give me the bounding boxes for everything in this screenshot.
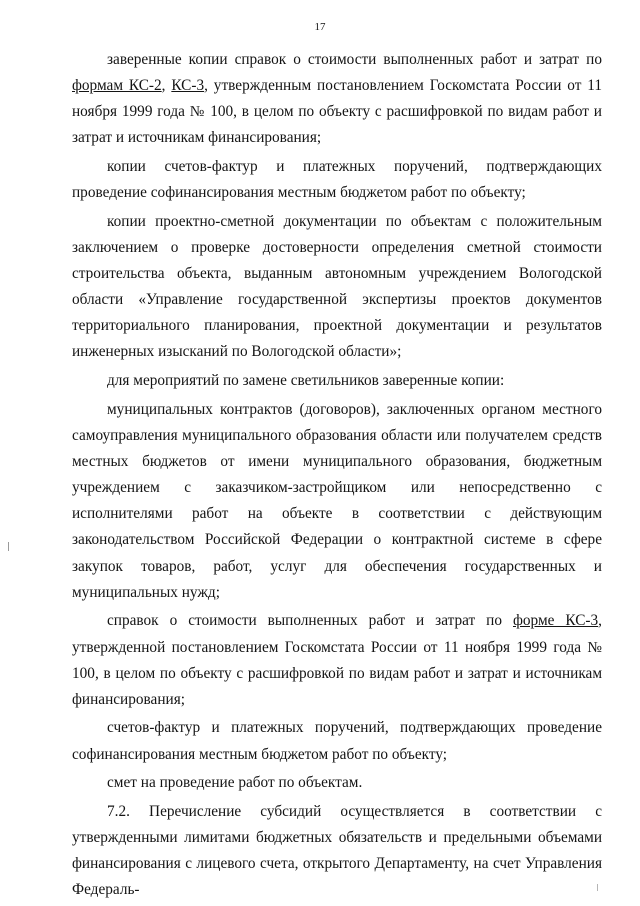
form-reference-link[interactable]: КС-3 — [171, 77, 205, 95]
paragraph-text: копии проектно-сметной документации по объектам с положительным заключением о проверке достоверности определения сметной стоимости строительства объекта, выданным автономным учреждением Вологодской области «Управление государственной экспертизы проектов документов территориального планирования, проектной документации и результатов инженерных изысканий по Вологодской области»; — [72, 212, 602, 361]
paragraph-text: счетов-фактур и платежных поручений, подтверждающих проведение софинансирования местным бюджетом работ по объекту; — [72, 719, 602, 763]
paragraph-ks3-certificates — [72, 608, 602, 712]
paragraph-text: , утвержденной постановлением Госкомстата России от 11 ноября 1999 года № 100, в целом по объекту с расшифровкой по видам работ и затрат и источникам финансирования; — [72, 612, 602, 708]
paragraph-certified-copies-ks — [72, 47, 602, 151]
paragraph-text: заверенные копии справок о стоимости выполненных работ и затрат по — [107, 51, 602, 68]
paragraph-municipal-contracts — [72, 397, 602, 606]
scan-artifact — [8, 542, 9, 551]
paragraph-work-estimates — [72, 770, 602, 796]
form-reference-link[interactable]: форме КС-3 — [512, 612, 599, 630]
paragraph-invoice-copies — [72, 154, 602, 206]
paragraph-text: справок о стоимости выполненных работ и затрат по — [107, 612, 513, 630]
page-number: 17 — [314, 21, 326, 33]
paragraph-text: смет на проведение работ по объектам. — [107, 774, 363, 792]
paragraph-text: 7.2. Перечисление субсидий осуществляется в соответствии с утвержденными лимитами бюджетных обязательств и предельными объемами финансирования с лицевого счета, открытого Департаменту, на счет Управления Федераль- — [72, 803, 602, 899]
scan-artifact — [597, 884, 598, 891]
paragraph-text: , — [161, 77, 172, 95]
form-reference-link[interactable]: формам КС-2 — [72, 77, 162, 95]
paragraph-text: муниципальных контрактов (договоров), заключенных органом местного самоуправления муниципального образования области или получателем средств местных бюджетов от имени муниципального образования, бюджетным учреждением с заказчиком-застройщиком или непосредственно с исполнителями работ на объекте в соответствии с действующим законодательством Российской Федерации о контрактной системе в сфере закупок товаров, работ, услуг для обеспечения государственных и муниципальных нужд; — [72, 400, 602, 601]
paragraph-subsidy-transfer — [72, 799, 602, 903]
paragraph-text: , утвержденным постановлением Госкомстата России от 11 ноября 1999 года № 100, в целом по объекту с расшифровкой по видам работ и затрат и источникам финансирования; — [72, 77, 602, 147]
paragraph-design-estimate-copies — [72, 209, 602, 366]
paragraph-text: копии счетов-фактур и платежных поручений, подтверждающих проведение софинансирования местным бюджетом работ по объекту; — [72, 158, 602, 202]
paragraph-invoices-payments — [72, 715, 602, 767]
paragraph-text: для мероприятий по замене светильников заверенные копии: — [107, 372, 505, 390]
paragraph-lamp-replacement-intro — [72, 368, 602, 394]
document-body — [72, 47, 602, 906]
